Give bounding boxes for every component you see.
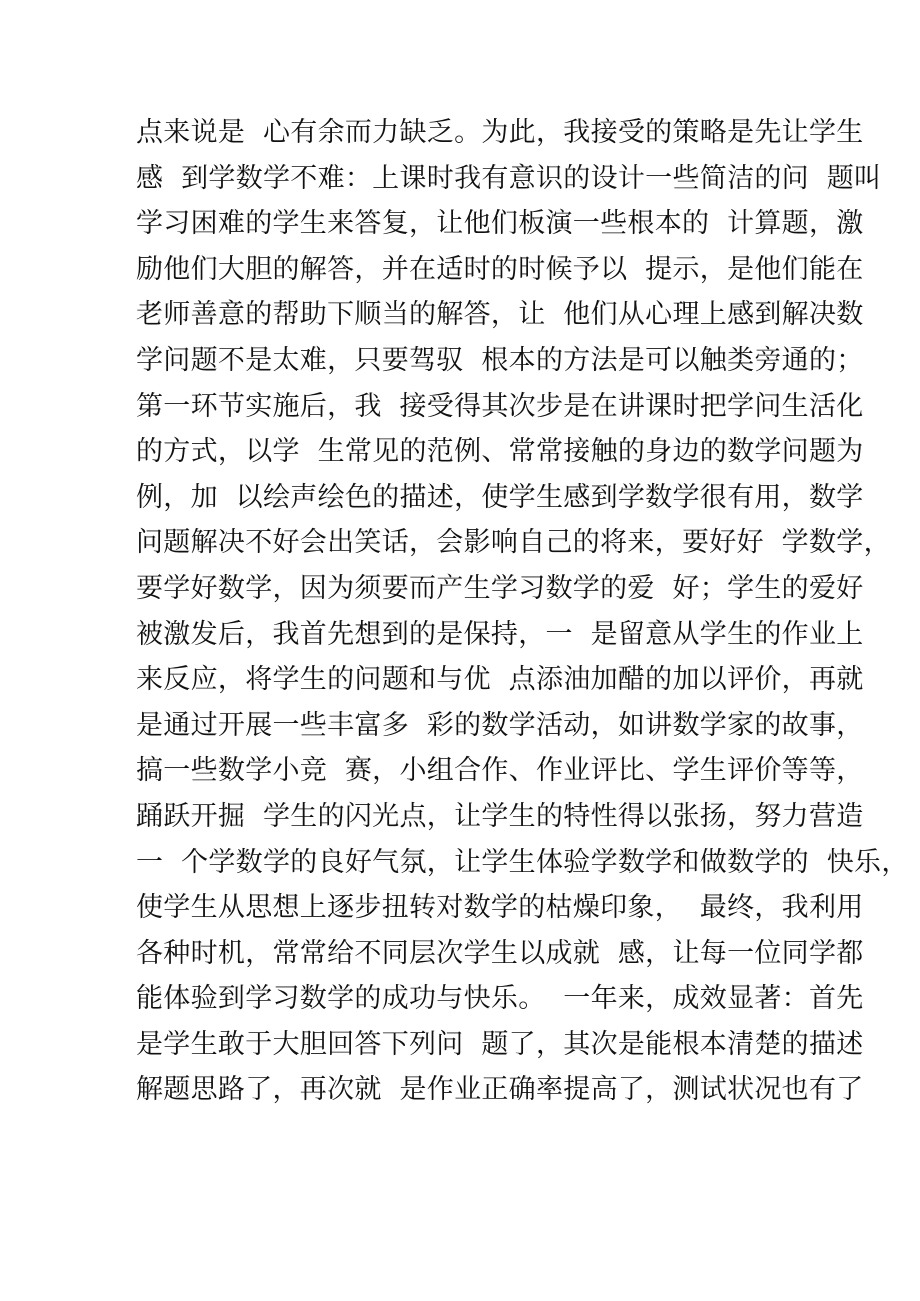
- text-line: 学习困难的学生来答复，让他们板演一些根本的 计算题，激: [136, 208, 864, 240]
- text-line: 问题解决不好会出笑话，会影响自己的将来，要好好 学数学，: [136, 527, 891, 559]
- text-line: 使学生从思想上逐步扭转对数学的枯燥印象， 最终，我利用: [136, 892, 864, 924]
- text-line: 励他们大胆的解答，并在适时的时候予以 提示，是他们能在: [136, 253, 864, 285]
- text-line: 是学生敢于大胆回答下列问 题了，其次是能根本清楚的描述: [136, 1028, 864, 1060]
- body-paragraph: [136, 110, 909, 1113]
- text-line: 一 个学数学的良好气氛，让学生体验学数学和做数学的 快乐，: [136, 846, 909, 878]
- text-line: 感 到学数学不难：上课时我有意识的设计一些简洁的问 题叫: [136, 162, 882, 194]
- text-line: 解题思路了，再次就 是作业正确率提高了，测试状况也有了: [136, 1074, 864, 1106]
- text-line: 要学好数学，因为须要而产生学习数学的爱 好；学生的爱好: [136, 572, 864, 604]
- text-line: 点来说是 心有余而力缺乏。为此，我接受的策略是先让学生: [136, 117, 864, 148]
- text-line: 被激发后，我首先想到的是保持，一 是留意从学生的作业上: [136, 618, 864, 650]
- text-line: 各种时机，常常给不同层次学生以成就 感，让每一位同学都: [136, 937, 864, 969]
- text-line: 搞一些数学小竞 赛，小组合作、作业评比、学生评价等等，: [136, 755, 864, 787]
- text-line: 能体验到学习数学的成功与快乐。 一年来，成效显著：首先: [136, 983, 864, 1015]
- text-line: 来反应，将学生的问题和与优 点添油加醋的加以评价，再就: [136, 664, 864, 696]
- text-line: 第一环节实施后，我 接受得其次步是在讲课时把学问生活化: [136, 390, 864, 422]
- text-line: 老师善意的帮助下顺当的解答，让 他们从心理上感到解决数: [136, 299, 864, 331]
- text-line: 的方式，以学 生常见的范例、常常接触的身边的数学问题为: [136, 436, 864, 468]
- text-line: 踊跃开掘 学生的闪光点，让学生的特性得以张扬，努力营造: [136, 800, 864, 832]
- text-line: 是通过开展一些丰富多 彩的数学活动，如讲数学家的故事，: [136, 709, 864, 741]
- text-line: 学问题不是太难，只要驾驭 根本的方法是可以触类旁通的；: [136, 344, 864, 376]
- text-line: 例，加 以绘声绘色的描述，使学生感到学数学很有用，数学: [136, 481, 864, 513]
